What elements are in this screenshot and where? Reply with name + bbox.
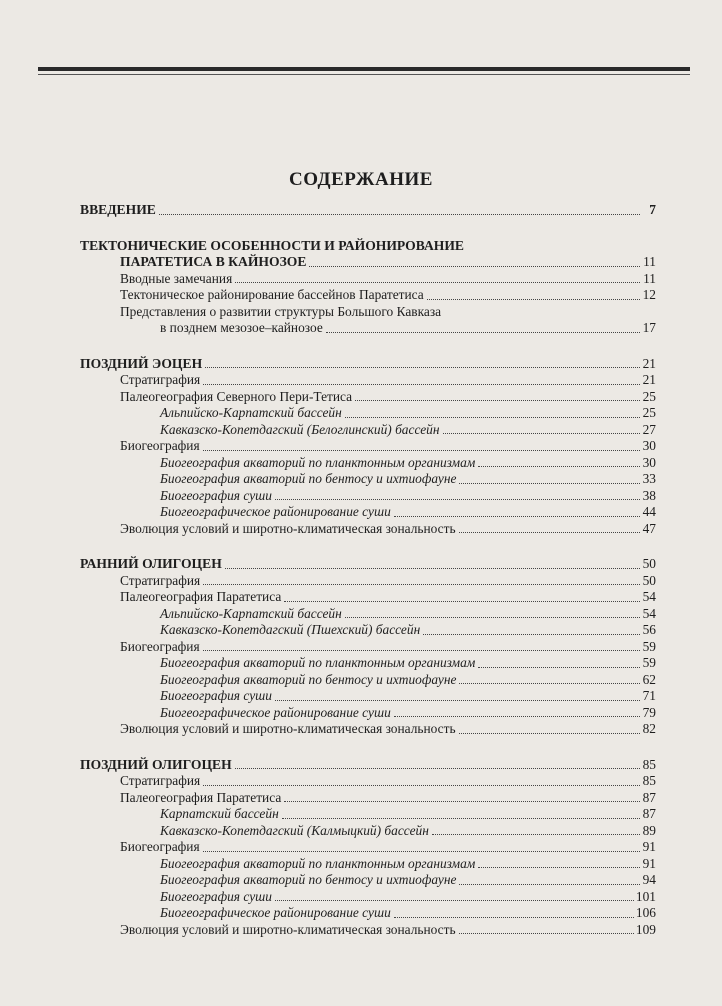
toc-leader: [394, 917, 634, 918]
toc-entry-page: 17: [642, 320, 656, 335]
toc-leader: [427, 299, 640, 300]
toc-leader: [275, 900, 634, 901]
toc-entry-title: ПОЗДНИЙ ЭОЦЕН: [80, 355, 203, 371]
toc-entry[interactable]: [80, 504, 656, 521]
toc-entry-title: РАННИЙ ОЛИГОЦЕН: [80, 556, 222, 571]
toc-entry-title: Палеогеография Северного Пери-Тетиса: [120, 388, 353, 404]
toc-entry[interactable]: [80, 672, 656, 689]
toc-entry-title: Биогеография акваторий по планктонным организмам: [160, 855, 476, 871]
toc-entry[interactable]: [80, 889, 656, 906]
toc-entry-title: Эволюция условий и широтно-климатическая зональность: [120, 721, 456, 736]
toc-entry-page: 59: [642, 638, 656, 654]
toc-entry-page: 25: [642, 388, 656, 404]
toc-entry-title: Палеогеография Паратетиса: [120, 589, 282, 604]
toc-entry-page: 21: [642, 355, 656, 371]
toc-leader: [275, 700, 640, 701]
toc-entry-page: 109: [635, 921, 656, 937]
toc-entry-title: ПОЗДНИЙ ОЛИГОЦЕН: [80, 756, 232, 772]
toc-entry[interactable]: [80, 287, 656, 304]
toc-entry-title: Биогеография: [120, 438, 200, 453]
toc-entry-title: Биогеография акваторий по планктонным организмам: [160, 454, 476, 470]
toc-entry-page: 30: [642, 438, 656, 453]
toc-leader: [459, 683, 640, 684]
toc-leader: [159, 214, 640, 215]
toc-entry-page: 62: [642, 671, 656, 687]
toc-entry-page: 11: [643, 270, 656, 286]
toc-entry-page: 54: [642, 589, 656, 604]
toc-entry-title: Биогеография суши: [160, 688, 272, 703]
toc-leader: [275, 499, 640, 500]
toc-entry-title: Тектоническое районирование бассейнов Паратетиса: [120, 287, 424, 302]
toc-entry-page: 85: [642, 756, 656, 772]
toc-entry-page: 56: [642, 622, 656, 637]
toc-section-title-line1: ТЕКТОНИЧЕСКИЕ ОСОБЕННОСТИ И РАЙОНИРОВАНИЕ: [80, 237, 464, 253]
contents-heading: СОДЕРЖАНИЕ: [289, 169, 433, 190]
toc-leader: [345, 617, 640, 618]
toc-entry-title: в позднем мезозое–кайнозое: [160, 320, 323, 335]
toc-leader: [225, 568, 640, 569]
toc-entry-page: 12: [642, 287, 656, 302]
toc-entry-page: 79: [642, 704, 656, 720]
toc-entry[interactable]: [80, 872, 656, 889]
toc-entry-page: 54: [642, 605, 656, 621]
toc-leader: [282, 818, 640, 819]
toc-entry-page: 82: [642, 721, 656, 736]
toc-entry-title: Кавказско-Копетдагский (Белоглинский) бассейн: [160, 421, 440, 437]
toc-entry-title: Биогеография: [120, 638, 200, 654]
toc-leader: [309, 266, 640, 267]
toc-entry[interactable]: [80, 622, 656, 639]
toc-entry-page: 85: [642, 773, 656, 788]
toc-leader: [235, 282, 640, 283]
toc-entry-page: 30: [642, 454, 656, 470]
toc-leader: [394, 716, 640, 717]
toc-entry[interactable]: [80, 773, 656, 790]
toc-leader: [284, 601, 640, 602]
toc-entry[interactable]: [80, 688, 656, 705]
toc-leader: [203, 450, 640, 451]
toc-entry-title: Вводные замечания: [120, 270, 233, 286]
toc-entry[interactable]: [80, 705, 656, 722]
toc-leader: [459, 733, 640, 734]
toc-entry-title: Палеогеография Паратетиса: [120, 789, 282, 805]
toc-entry-page: 59: [642, 655, 656, 670]
toc-leader: [478, 667, 640, 668]
toc-entry-title: ПАРАТЕТИСА В КАЙНОЗОЕ: [120, 254, 307, 269]
toc-leader: [459, 483, 640, 484]
toc-entry-title: Кавказско-Копетдагский (Пшехский) бассейн: [160, 622, 421, 637]
toc-entry-page: 106: [635, 905, 656, 920]
toc-entry-title-line1: Представления о развитии структуры Большого Кавказа: [120, 303, 442, 319]
toc-leader: [355, 400, 640, 401]
toc-entry-page: 44: [642, 504, 656, 519]
toc-entry[interactable]: [80, 790, 656, 807]
toc-leader: [203, 851, 640, 852]
toc-entry[interactable]: [80, 405, 656, 422]
toc-entry-title: ВВЕДЕНИЕ: [80, 202, 156, 217]
toc-entry-page: 94: [642, 872, 656, 887]
toc-entry-page: 47: [642, 520, 656, 536]
toc-entry[interactable]: [80, 655, 656, 672]
toc-entry-title: Биогеография акваторий по бентосу и ихтиофауне: [160, 872, 457, 887]
toc-entry-page: 11: [643, 254, 656, 269]
toc-entry-title: Кавказско-Копетдагский (Калмыцкий) бассейн: [160, 822, 429, 838]
toc-entry[interactable]: [80, 320, 656, 337]
toc-entry-title: Биогеографическое районирование суши: [160, 905, 391, 920]
toc-entry-page: 33: [642, 471, 656, 486]
toc-leader: [326, 332, 640, 333]
toc-entry-page: 91: [642, 855, 656, 871]
toc-section-late-oligocene[interactable]: [80, 757, 656, 774]
toc-entry-title: Биогеографическое районирование суши: [160, 704, 391, 720]
toc-entry[interactable]: [80, 271, 656, 288]
toc-entry[interactable]: [80, 438, 656, 455]
toc-entry[interactable]: [80, 856, 656, 873]
toc-entry[interactable]: [80, 589, 656, 606]
toc-entry-page: 27: [642, 421, 656, 437]
toc-entry-title: Эволюция условий и широтно-климатическая зональность: [120, 921, 456, 937]
toc-leader: [203, 785, 640, 786]
toc-section-late-eocene[interactable]: [80, 356, 656, 373]
toc-leader: [478, 466, 640, 467]
toc-section-tecton[interactable]: [80, 254, 656, 271]
toc-entry-title: Эволюция условий и широтно-климатическая зональность: [120, 520, 456, 536]
toc-entry-page: 101: [635, 888, 656, 904]
toc-entry-page: 87: [642, 806, 656, 821]
toc-entry-title: Биогеография суши: [160, 888, 272, 904]
table-of-contents: [80, 202, 656, 938]
toc-entry[interactable]: [80, 806, 656, 823]
toc-entry[interactable]: [80, 422, 656, 439]
toc-leader: [203, 650, 640, 651]
toc-leader: [345, 417, 640, 418]
toc-entry[interactable]: [80, 521, 656, 538]
toc-entry[interactable]: [80, 721, 656, 738]
toc-entry-page: 71: [642, 688, 656, 703]
toc-entry-page: 87: [642, 789, 656, 805]
toc-leader: [284, 801, 640, 802]
toc-entry[interactable]: [80, 839, 656, 856]
header-rule: [38, 67, 690, 71]
toc-entry-title: Стратиграфия: [120, 773, 201, 788]
toc-entry-intro[interactable]: [80, 202, 656, 219]
toc-entry-page: 7: [649, 202, 656, 217]
toc-entry-page: 50: [642, 556, 656, 571]
toc-leader: [478, 867, 640, 868]
toc-entry-page: 89: [642, 822, 656, 838]
toc-entry[interactable]: [80, 573, 656, 590]
toc-entry-title: Стратиграфия: [120, 372, 201, 387]
toc-entry-title: Биогеография: [120, 839, 200, 854]
toc-entry-title: Альпийско-Карпатский бассейн: [160, 605, 342, 621]
toc-entry[interactable]: [80, 905, 656, 922]
toc-leader: [203, 384, 640, 385]
toc-entry[interactable]: [80, 389, 656, 406]
toc-entry[interactable]: [80, 471, 656, 488]
toc-entry[interactable]: [80, 488, 656, 505]
toc-entry-page: 91: [642, 839, 656, 854]
toc-section-early-oligocene[interactable]: [80, 556, 656, 573]
toc-entry-title: Стратиграфия: [120, 572, 201, 588]
toc-entry-title: Альпийско-Карпатский бассейн: [160, 405, 342, 420]
toc-entry[interactable]: [80, 455, 656, 472]
toc-entry-title: Биогеография суши: [160, 487, 272, 503]
toc-entry-title: Биогеографическое районирование суши: [160, 504, 391, 519]
toc-leader: [394, 516, 640, 517]
toc-entry-title: Биогеография акваторий по бентосу и ихтиофауне: [160, 671, 457, 687]
toc-entry-title: Биогеография акваторий по бентосу и ихтиофауне: [160, 471, 457, 486]
toc-entry-page: 25: [642, 405, 656, 420]
toc-entry[interactable]: [80, 639, 656, 656]
toc-leader: [235, 768, 640, 769]
toc-leader: [459, 933, 634, 934]
toc-entry-page: 38: [642, 487, 656, 503]
toc-entry[interactable]: [80, 823, 656, 840]
toc-entry-title: Карпатский бассейн: [160, 806, 279, 821]
toc-leader: [203, 584, 640, 585]
toc-entry-page: 21: [642, 372, 656, 387]
toc-leader: [459, 884, 640, 885]
toc-leader: [443, 433, 641, 434]
toc-leader: [432, 834, 640, 835]
toc-entry[interactable]: [80, 606, 656, 623]
toc-leader: [205, 367, 640, 368]
toc-entry-page: 50: [642, 572, 656, 588]
header-rule-thin: [38, 74, 690, 75]
toc-entry[interactable]: [80, 372, 656, 389]
toc-leader: [459, 532, 640, 533]
toc-entry-title: Биогеография акваторий по планктонным организмам: [160, 655, 476, 670]
toc-leader: [423, 634, 640, 635]
toc-entry[interactable]: [80, 922, 656, 939]
